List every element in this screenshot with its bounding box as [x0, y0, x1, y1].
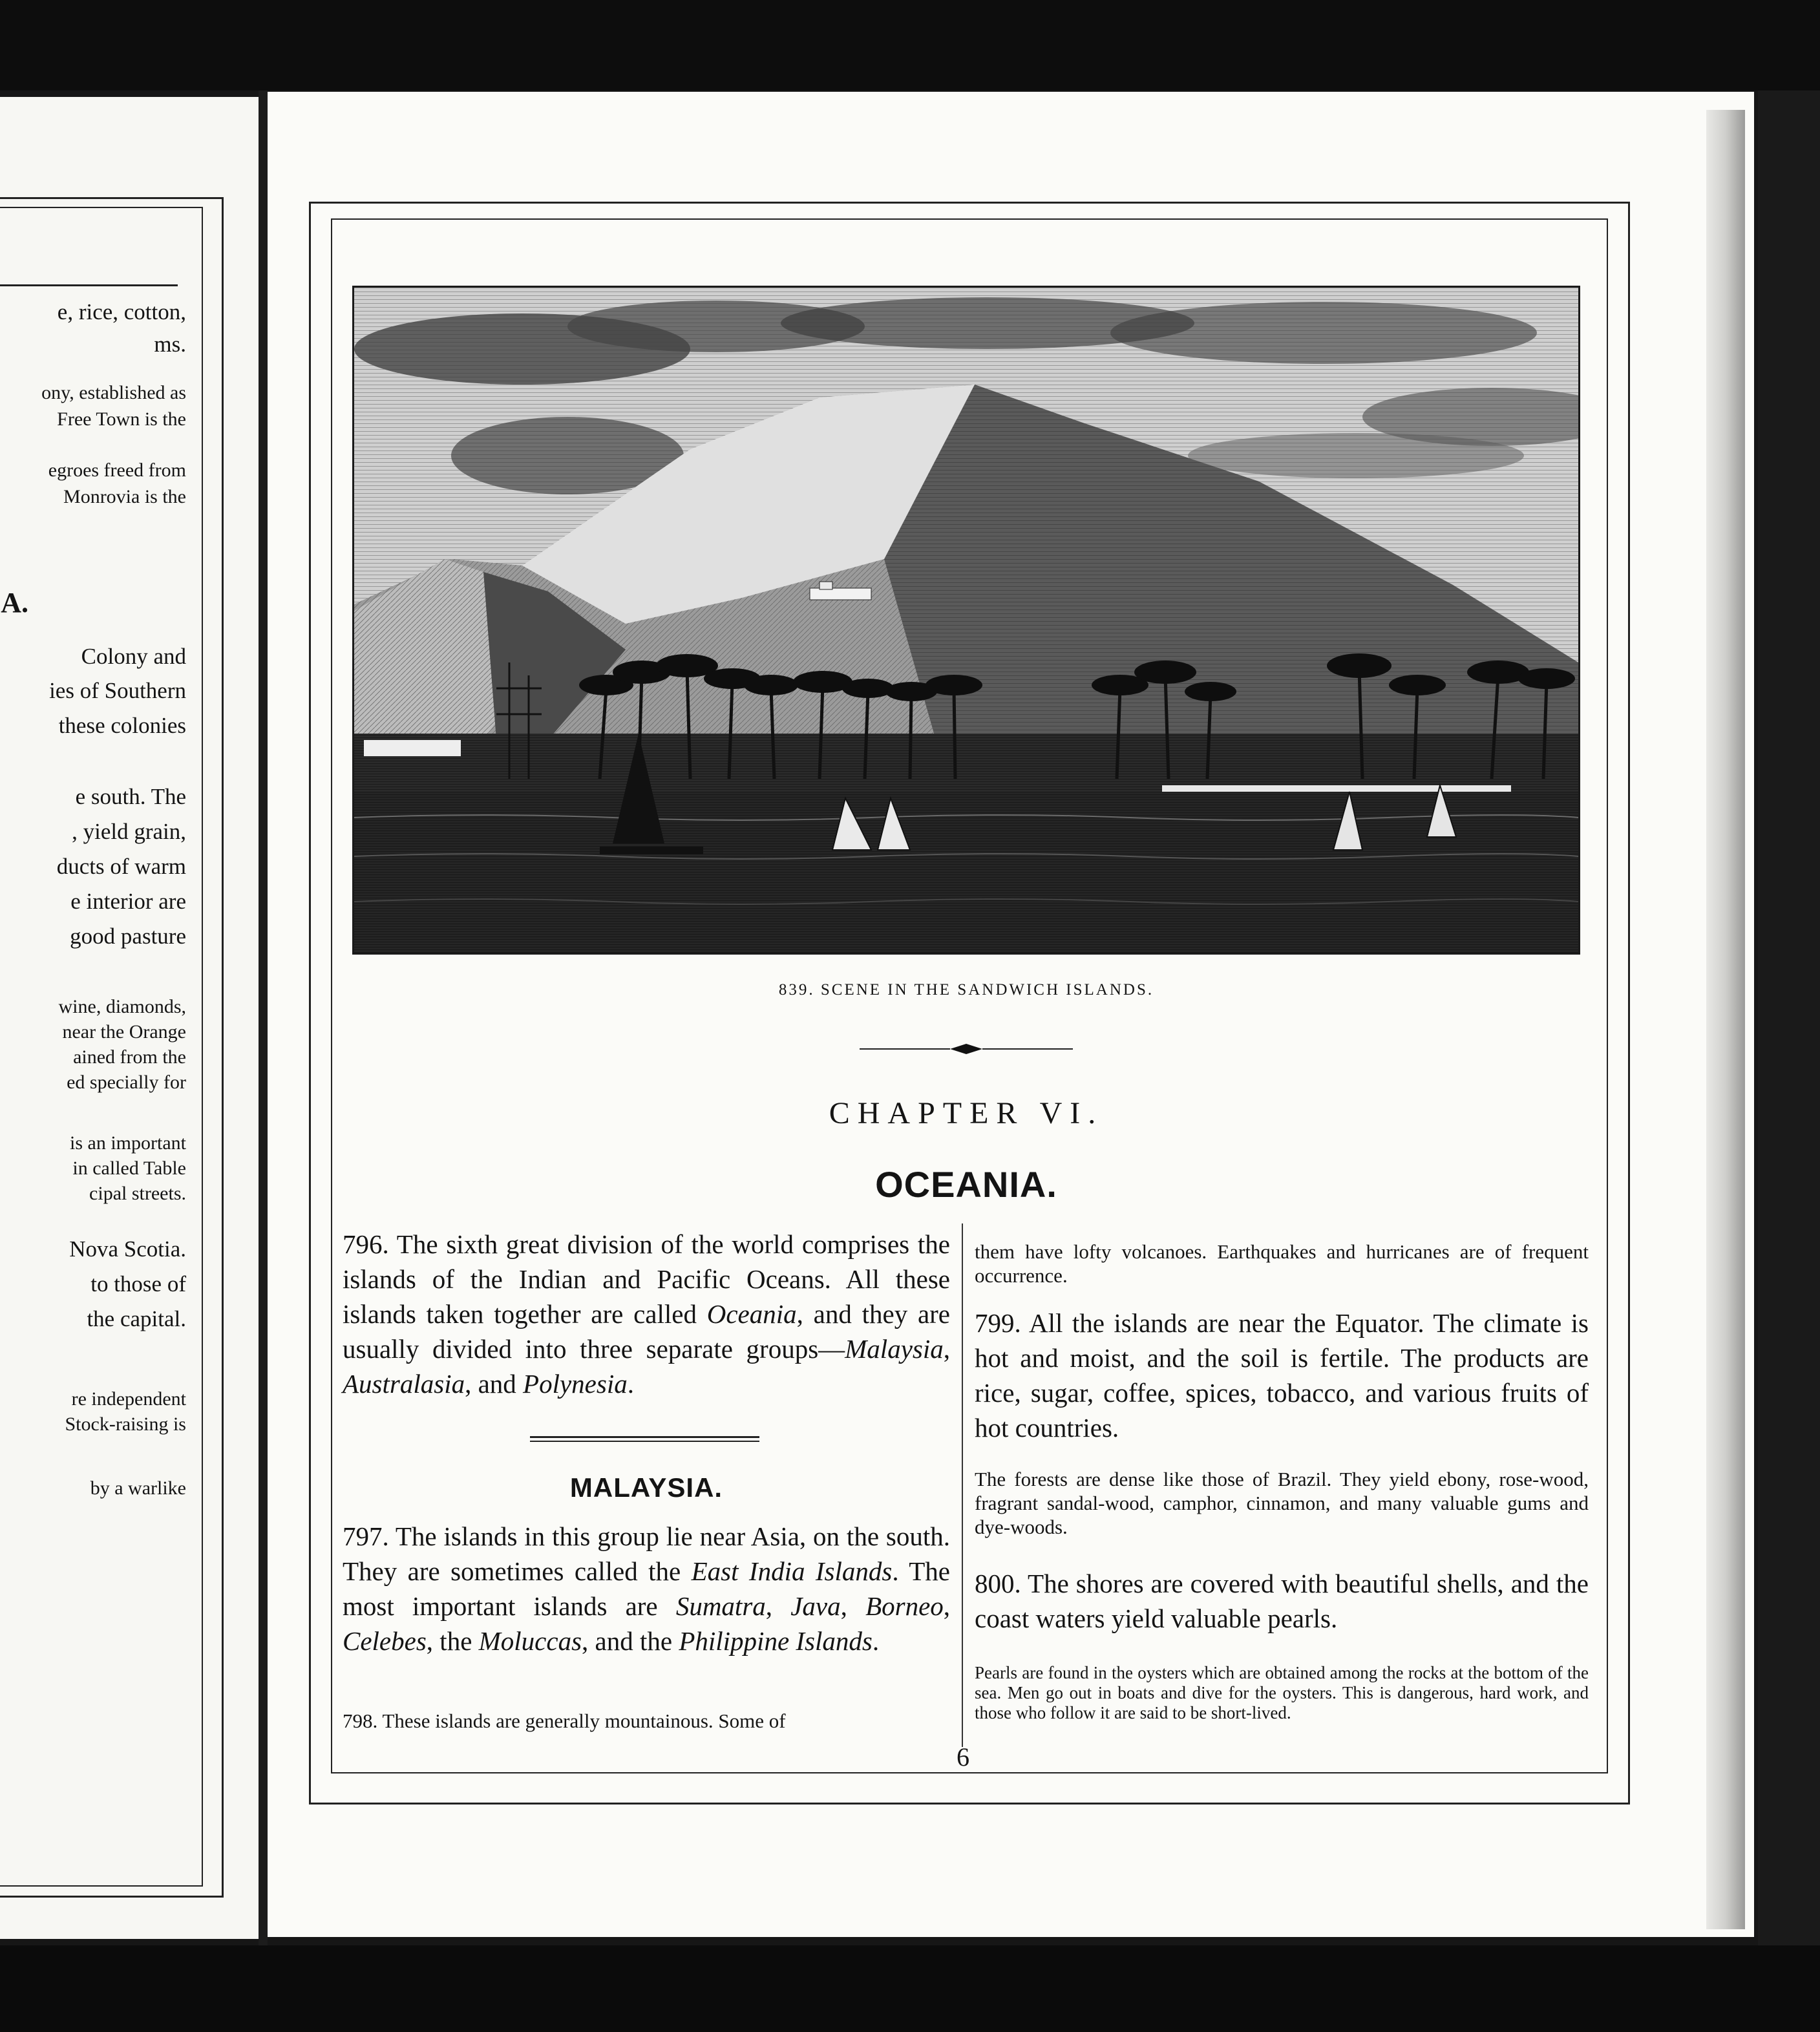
para-text: , and the — [582, 1626, 679, 1656]
figure-caption: 839. SCENE IN THE SANDWICH ISLANDS. — [778, 981, 1154, 999]
para-text: . The most important islands are — [343, 1556, 950, 1621]
page-number: 6 — [957, 1742, 969, 1772]
term-philippine-islands: Philippine Islands — [679, 1626, 873, 1656]
left-text-line: Free Town is the — [57, 408, 186, 430]
left-text-line: e, rice, cotton, — [57, 299, 186, 324]
left-text-line: ies of Southern — [49, 678, 186, 703]
term-oceania: Oceania — [706, 1299, 797, 1329]
left-text-line: in called Table — [72, 1158, 186, 1179]
scan-border-bottom — [0, 1945, 1820, 2032]
para-text: . — [627, 1369, 634, 1399]
left-text-line: Nova Scotia. — [69, 1236, 186, 1262]
paragraph-799 — [975, 1306, 1589, 1445]
para-text: , — [840, 1591, 866, 1621]
term-borneo: Borneo — [865, 1591, 944, 1621]
column-divider — [962, 1223, 963, 1747]
ornament-divider — [860, 1039, 1073, 1059]
para-text: , — [765, 1591, 791, 1621]
term-sumatra: Sumatra — [675, 1591, 766, 1621]
left-text-line: Monrovia is the — [63, 486, 186, 507]
term-australasia: Australasia — [343, 1369, 465, 1399]
paragraph-797 — [343, 1519, 950, 1658]
term-celebes: Celebes — [343, 1626, 427, 1656]
para-text: , the — [426, 1626, 479, 1656]
note-800 — [975, 1663, 1589, 1723]
term-east-india-islands: East India Islands — [691, 1556, 893, 1586]
para-number: 796. — [343, 1229, 389, 1259]
left-text-line: ms. — [154, 332, 186, 357]
chapter-number: CHAPTER VI. — [829, 1096, 1104, 1130]
left-text-line: is an important — [70, 1132, 186, 1154]
left-text-line: ed specially for — [67, 1072, 186, 1093]
left-text-line: egroes freed from — [48, 460, 186, 481]
scan-border-right — [1758, 90, 1820, 1945]
left-text-line: Stock-raising is — [65, 1413, 186, 1435]
left-page-rule — [0, 284, 178, 286]
para-text: 799. All the islands are near the Equator. The climate is hot and moist, and the soil is fertile. The products are rice, sugar, coffee, spices, tobacco, and various fruits of hot countries. — [975, 1308, 1589, 1443]
book-gutter — [259, 90, 268, 1945]
paragraph-798-end — [975, 1240, 1589, 1287]
term-java: Java — [790, 1591, 841, 1621]
para-text: , — [943, 1591, 951, 1621]
para-text: , and they are usually divided into three separate groups— — [343, 1299, 950, 1364]
sandwich-islands-scene — [354, 288, 1578, 953]
left-text-line: wine, diamonds, — [58, 996, 186, 1017]
left-text-line: these colonies — [58, 713, 186, 738]
para-text: , — [943, 1334, 950, 1364]
para-text: 798. These islands are generally mountainous. Some of — [343, 1709, 786, 1732]
left-text-line: ained from the — [73, 1046, 186, 1068]
paragraph-798-start — [343, 1709, 950, 1733]
para-text: them have lofty volcanoes. Earthquakes and hurricanes are of frequent occurrence. — [975, 1240, 1589, 1287]
para-text: The islands in this group lie near Asia, on the south. They are sometimes called the — [343, 1521, 950, 1586]
engraving-illustration — [352, 286, 1580, 955]
para-text: , and — [465, 1369, 524, 1399]
left-text-line: to those of — [90, 1271, 186, 1296]
left-text-line: the capital. — [87, 1306, 186, 1331]
left-text-line: near the Orange — [62, 1021, 186, 1042]
note-text: Pearls are found in the oysters which are obtained among the rocks at the bottom of the sea. Men go out in boats and dive for the oysters. This is dangerous, hard work, and those who follow it are said to be short-lived. — [975, 1663, 1589, 1722]
section-rule — [530, 1436, 759, 1438]
left-text-line: e south. The — [75, 784, 186, 809]
left-text-line: ducts of warm — [56, 854, 186, 879]
left-text-line: Colony and — [81, 644, 186, 669]
term-polynesia: Polynesia — [523, 1369, 628, 1399]
para-text: . — [872, 1626, 880, 1656]
left-text-line: ony, established as — [41, 382, 186, 403]
paragraph-796 — [343, 1227, 950, 1401]
left-text-line: good pasture — [70, 924, 186, 949]
page-edge-shadow — [1706, 110, 1745, 1929]
left-text-line: e interior are — [70, 889, 186, 914]
left-text-line: by a warlike — [90, 1477, 186, 1499]
scan-border-top — [0, 0, 1820, 90]
note-799 — [975, 1467, 1589, 1539]
section-heading: MALAYSIA. — [569, 1472, 723, 1503]
left-section-heading: A. — [1, 587, 28, 619]
left-page-fragment — [0, 97, 259, 1939]
para-number: 797. — [343, 1521, 389, 1551]
left-text-line: cipal streets. — [89, 1183, 186, 1204]
term-malaysia: Malaysia — [845, 1334, 944, 1364]
paragraph-800 — [975, 1566, 1589, 1636]
note-text: The forests are dense like those of Brazil. They yield ebony, rose-wood, fragrant sandal-wood, camphor, cinnamon, and many valuable gums and dye-woods. — [975, 1468, 1589, 1538]
section-rule — [530, 1441, 759, 1442]
chapter-title: OCEANIA. — [875, 1164, 1057, 1205]
para-text: 800. The shores are covered with beautiful shells, and the coast waters yield valuable pearls. — [975, 1569, 1589, 1633]
left-text-line: , yield grain, — [72, 819, 186, 844]
left-text-line: re independent — [71, 1388, 186, 1410]
term-moluccas: Moluccas — [478, 1626, 582, 1656]
para-text: The sixth great division of the world comprises the islands of the Indian and Pacific Oceans. All these islands taken together are called — [343, 1229, 950, 1329]
